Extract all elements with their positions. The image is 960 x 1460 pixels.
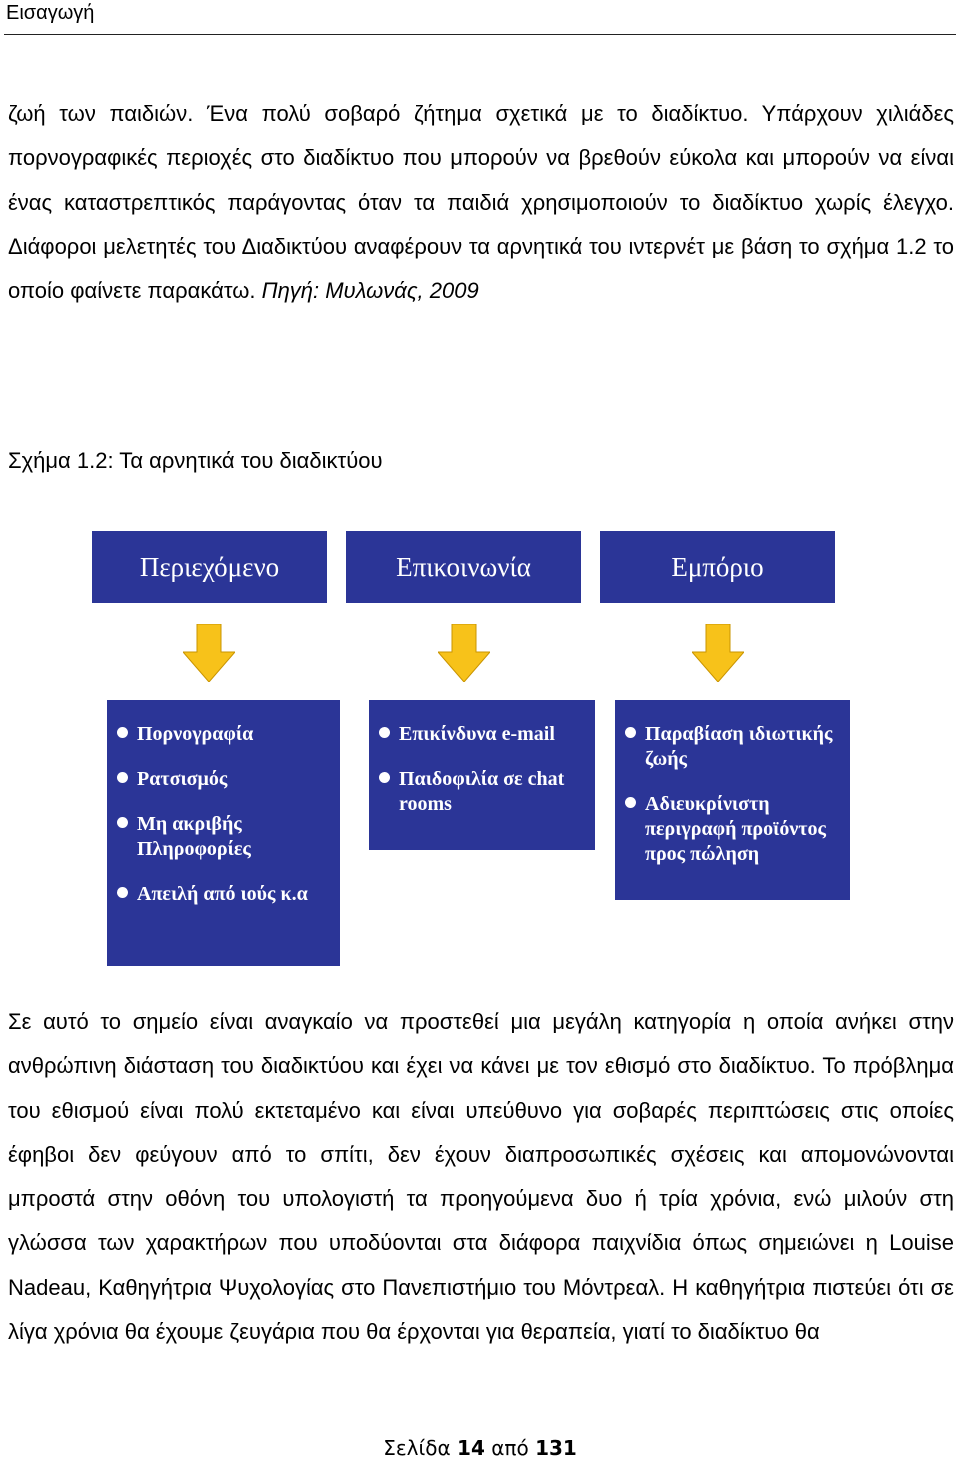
list-item: Μη ακριβής Πληροφορίες (115, 812, 330, 862)
header-divider (4, 34, 956, 35)
down-arrow-icon (438, 624, 490, 682)
list-item: Παιδοφιλία σε chat rooms (377, 767, 585, 817)
paragraph-addiction: Σε αυτό το σημείο είναι αναγκαίο να προστεθεί μια μεγάλη κατηγορία η οποία ανήκει στην ανθρώπινη διάσταση του διαδικτύου και έχει να κάνει με τον εθισμό στο διαδίκτυο. Το πρόβλημα του εθισμού είναι πολύ εκτεταμένο και είναι υπεύθυνο για σοβαρές περιπτώσεις στις οποίες έφηβοι δεν φεύγουν από το σπίτι, δεν έχουν διαπροσωπικές σχέσεις και απομονώνονται μπροστά στην οθόνη του υπολογιστή τα προηγούμενα δυο ή τρία χρόνια, ενώ μιλούν στη γλώσσα των χαρακτήρων που υποδύονται στα διάφορα παιχνίδια όπως σημειώνει η Louise Nadeau, Καθηγήτρια Ψυχολογίας στο Πανεπιστήμιο του Μόντρεαλ. Η καθηγήτρια πιστεύει ότι σε λίγα χρόνια θα έχουμε ζευγάρια που θα έρχονται για θεραπεία, γιατί το διαδίκτυο θα (8, 1009, 954, 1345)
category-commerce: Εμπόριο (600, 531, 835, 603)
list-item: Επικίνδυνα e-mail (377, 722, 585, 747)
footer-prefix: Σελίδα (383, 1436, 451, 1460)
footer-middle: από (491, 1436, 529, 1460)
page-footer (0, 1436, 960, 1460)
list-item: Ρατσισμός (115, 767, 330, 792)
paragraph-intro (8, 92, 954, 313)
list-item: Παραβίαση ιδιωτικής ζωής (623, 722, 840, 772)
paragraph-intro-text: ζωή των παιδιών. Ένα πολύ σοβαρό ζήτημα σχετικά με το διαδίκτυο. Υπάρχουν χιλιάδες πορνογραφικές περιοχές στο διαδίκτυο που μπορούν να βρεθούν εύκολα και μπορούν να είναι ένας καταστρεπτικός παράγοντας όταν τα παιδιά χρησιμοποιούν το διαδίκτυο χωρίς έλεγχο. Διάφοροι μελετητές του Διαδικτύου αναφέρουν τα αρνητικά του ιντερνέτ με βάση το σχήμα 1.2 το οποίο φαίνετε παρακάτω. (8, 101, 954, 304)
down-arrow-icon (692, 624, 744, 682)
down-arrow-icon (183, 624, 235, 682)
category-content: Περιεχόμενο (92, 531, 327, 603)
communication-items-box (369, 700, 595, 850)
figure-caption: Σχήμα 1.2: Τα αρνητικά του διαδικτύου (8, 448, 383, 473)
list-item: Αδιευκρίνιστη περιγραφή προϊόντος προς πώληση (623, 792, 840, 867)
page-header: Εισαγωγή (6, 2, 95, 24)
content-items-box (107, 700, 340, 966)
list-item: Απειλή από ιούς κ.α (115, 882, 330, 907)
source-citation: Πηγή: Μυλωνάς, 2009 (261, 278, 479, 304)
commerce-items-box (615, 700, 850, 900)
total-pages: 131 (535, 1436, 577, 1460)
current-page-number: 14 (457, 1436, 485, 1460)
list-item: Πορνογραφία (115, 722, 330, 747)
category-communication: Επικοινωνία (346, 531, 581, 603)
